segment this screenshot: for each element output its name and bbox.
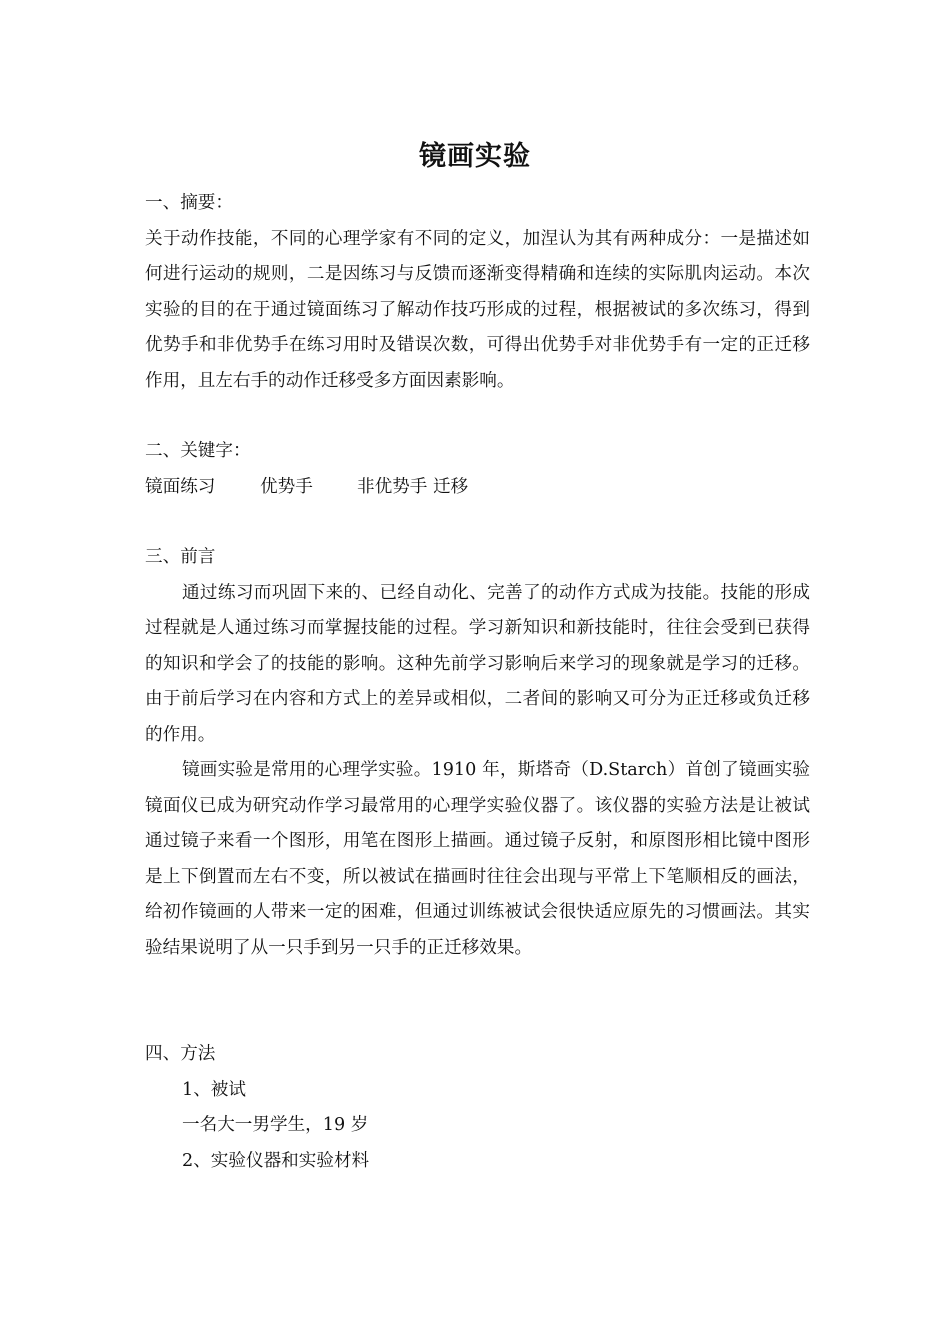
spacer [145,966,810,1037]
subject-heading: 1、被试 [182,1079,246,1100]
preface-heading: 三、前言 [145,547,216,567]
preface-paragraph: 镜画实验是常用的心理学实验。1910 年，斯塔奇（D.Starch）首创了镜画实验镜面仪已成为研究动作学习最常用的心理学实验仪器了。该仪器的实验方法是让被试通过镜子来看一个图形，用笔在图形上描画。通过镜子反射，和原图形相比镜中图形是上下倒置而左右不变，所以被试在描画时往往会出现与平常上下笔顺相反的画法，给初作镜画的人带来一定的困难，但通过训练被试会很快适应原先的习惯画法。其实验结果说明了从一只手到另一只手的正迁移效果。 [145,760,810,958]
abstract-text: 关于动作技能，不同的心理学家有不同的定义，加涅认为其有两种成分：一是描述如何进行运动的规则，二是因练习与反馈而逐渐变得精确和连续的实际肌肉运动。本次实验的目的在于通过镜面练习了解动作技巧形成的过程，根据被试的多次练习，得到优势手和非优势手在练习用时及错误次数，可得出优势手对非优势手有一定的正迁移作用，且左右手的动作迁移受多方面因素影响。 [145,228,810,391]
preface-paragraph: 通过练习而巩固下来的、已经自动化、完善了的动作方式成为技能。技能的形成过程就是人通过练习而掌握技能的过程。学习新知识和新技能时，往往会受到已获得的知识和学会了的技能的影响。这种先前学习影响后来学习的现象就是学习的迁移。由于前后学习在内容和方式上的差异或相似，二者间的影响又可分为正迁移或负迁移的作用。 [145,582,810,745]
document-body [145,186,810,1179]
subject-text: 一名大一男学生，19 岁 [182,1115,369,1135]
keyword-item: 优势手 [260,476,313,497]
method-heading: 四、方法 [145,1044,216,1064]
spacer [145,399,810,434]
keyword-item: 镜面练习 [145,476,216,497]
document-title: 镜画实验 [419,141,531,172]
abstract-heading: 一、摘要： [145,193,233,213]
spacer [145,505,810,540]
keywords-list [145,470,810,506]
keywords-heading: 二、关键字： [145,441,251,461]
keyword-item: 非优势手 迁移 [357,476,469,497]
apparatus-heading: 2、实验仪器和实验材料 [182,1150,370,1171]
